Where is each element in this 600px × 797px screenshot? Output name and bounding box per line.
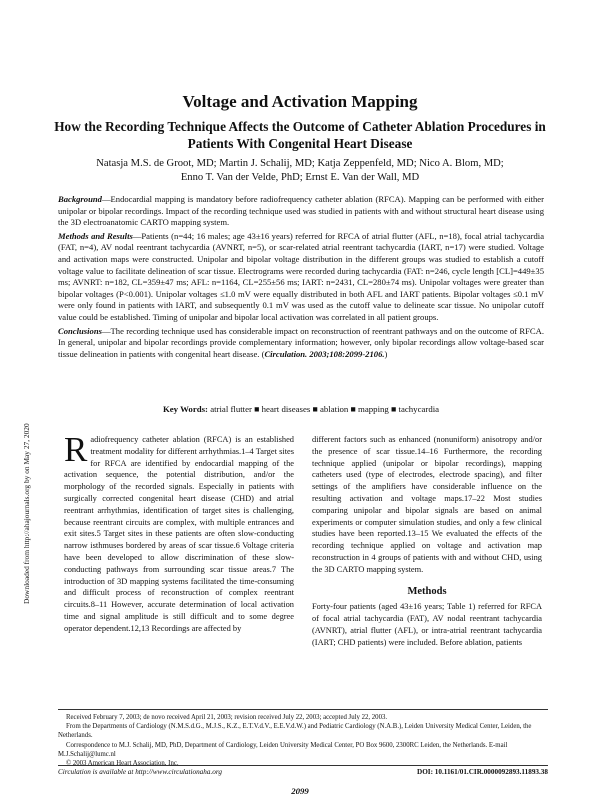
conclusions-label: Conclusions — [58, 325, 102, 336]
page-number: 2099 — [291, 786, 309, 796]
background-text: —Endocardial mapping is mandatory before radiofrequency catheter ablation (RFCA). Mapping can be performed with either unipolar or bipolar recordings. Impact of the recording technique used was studied in patients with and without structural heart disease using the 3D electroanatomic CARTO mapping system. — [58, 194, 544, 228]
bottom-divider — [58, 765, 548, 766]
abstract-conclusions — [58, 326, 544, 361]
download-note: Downloaded from http://ahajournals.org by on May 27, 2020 — [22, 423, 31, 604]
footnotes — [58, 713, 548, 768]
body-column-left — [64, 430, 294, 635]
intro-continuation: different factors such as enhanced (nonuniform) anisotropy and/or the presence of scar tissue.14–16 Furthermore, the recording technique applied (unipolar or bipolar recordings), mapping catheters used (type of electrodes, electrode spacing), and filter settings of the amplifiers have considerable influence on the resulting activation and voltage maps.17–22 Most studies comparing unipolar and bipolar signals are based on animal experiments or computer simulation studies, and only a few clinical studies have been reported.13–15 We evaluated the effects of the recording technique applied on voltage and activation map reconstruction in 4 groups of patients with and without CHD, using the 3D CARTO mapping system. — [312, 435, 542, 574]
footnote-copyright: © 2003 American Heart Association, Inc. — [66, 760, 179, 768]
journal-availability-note: Circulation is available at http://www.circulationaha.org — [58, 768, 222, 776]
author-list — [40, 157, 560, 185]
abstract-methods — [58, 231, 544, 324]
footnote-affiliation: From the Departments of Cardiology (N.M.S.d.G., M.J.S., K.Z., E.T.V.d.V., E.E.V.d.W.) and Pediatric Cardiology (N.A.B.), Leiden University Medical Center, Leiden, the Netherlands. — [58, 723, 532, 740]
footnote-divider — [58, 709, 548, 710]
footnote-correspondence: Correspondence to M.J. Schalij, MD, PhD, Department of Cardiology, Leiden University Medical Center, PO Box 9600, 2300RC Leiden, the Netherlands. E-mail M.J.Schalij@lumc.nl — [58, 741, 508, 758]
key-words-text: atrial flutter ■ heart diseases ■ ablation ■ mapping ■ tachycardia — [210, 404, 440, 414]
citation: Circulation. 2003;108:2099-2106. — [264, 348, 385, 359]
intro-text: adiofrequency catheter ablation (RFCA) is an established treatment modality for different arrhythmias.1–4 Target sites for RFCA are identified by endocardial mapping of the activation sequence, the potential distribution, and/or the morphology of the recorded signals. Especially in patients with surgically corrected congenital heart disease (CHD) and atrial reentrant arrhythmias, identification of target sites is challenging, because reentrant circuits are complex, with multiple entrances and exit sites.5 Target sites in these patients are often slow-conducting narrow isthmuses bordered by areas of scar tissue.6 Voltage criteria have been developed to allow discrimination of these slow-conducting pathways from surrounding scar tissue areas.7 The introduction of 3D mapping systems facilitated the time-consuming and difficult process of reconstruction of complex reentrant circuits.8–11 However, accurate determination of local activation time and signal amplitude is still difficult and to some degree operator dependent.12,13 Recordings are affected by — [64, 435, 294, 633]
methods-heading: Methods — [407, 585, 447, 597]
intro-paragraph — [64, 430, 294, 635]
article-subtitle: How the Recording Technique Affects the Outcome of Catheter Ablation Procedures in Patients With Congenital Heart Disease — [54, 119, 546, 151]
article-title: Voltage and Activation Mapping — [182, 92, 418, 111]
key-words-label: Key Words: — [162, 404, 208, 414]
methods-paragraph: Forty-four patients (aged 43±16 years; Table 1) referred for RFCA of focal atrial tachycardia (FAT), AV nodal reentrant tachycardia (AVNRT), atrial flutter (AFL), or intra-atrial reentrant tachycardia (IART; CHD patients) were included. Before ablation, patients — [312, 602, 542, 647]
drop-cap: R — [64, 430, 88, 469]
authors-line-2: Enno T. Van der Velde, PhD; Ernst E. Van der Wall, MD — [180, 172, 420, 183]
body-column-right — [312, 434, 542, 649]
doi: DOI: 10.1161/01.CIR.0000092893.11893.38 — [417, 768, 548, 776]
abstract — [58, 194, 544, 362]
citation-close: ) — [384, 348, 388, 359]
methods-label: Methods and Results — [58, 230, 133, 241]
authors-line-1: Natasja M.S. de Groot, MD; Martin J. Schalij, MD; Katja Zeppenfeld, MD; Nico A. Blom, MD; — [96, 158, 504, 169]
key-words — [58, 404, 544, 414]
background-label: Background — [58, 194, 102, 204]
conclusions-text: —The recording technique used has considerable impact on reconstruction of reentrant pathways and on the outcome of RFCA. In general, unipolar and bipolar recordings provide complementary information; however, only bipolar recordings allow voltage-based scar tissue delineation in patients with congenital heart disease. ( — [58, 325, 544, 359]
bottom-bar — [58, 768, 548, 776]
methods-text: —Patients (n=44; 16 males; age 43±16 years) referred for RFCA of atrial flutter (AFL, n=18), focal atrial tachycardia (FAT, n=4), AV nodal reentrant tachycardia (AVNRT, n=5), or scar-related atrial reentrant tachycardia (IART, n=17) were studied. Voltage and activation maps were constructed. Unipolar and bipolar voltage distribution in the different groups was studied to establish a cutoff voltage value to facilitate delineation of scar tissue. Electrograms were recorded during tachycardia (FAT: n=246, cycle length [CL]=449±35 ms; AVNRT: n=182, CL=359±47 ms; AFL: n=1164, CL=255±56 ms; IART: n=2431, CL=280±74 ms). Unipolar voltages were greater than bipolar voltages (P<0.001). Unipolar voltages ≤1.0 mV were equally distributed in both AFL and IART patients. Bipolar voltages ≤0.1 mV were only found in patients with IART, and subsequently 0.1 mV was used as the cutoff value to delineate scar tissue. No unipolar cutoff value could be established. Timing of unipolar and bipolar local activation was correlated in all patient groups. — [58, 230, 545, 322]
abstract-background — [58, 194, 544, 229]
footnote-received: Received February 7, 2003; de novo received April 21, 2003; revision received July 22, 2003; accepted July 22, 2003. — [66, 714, 388, 721]
